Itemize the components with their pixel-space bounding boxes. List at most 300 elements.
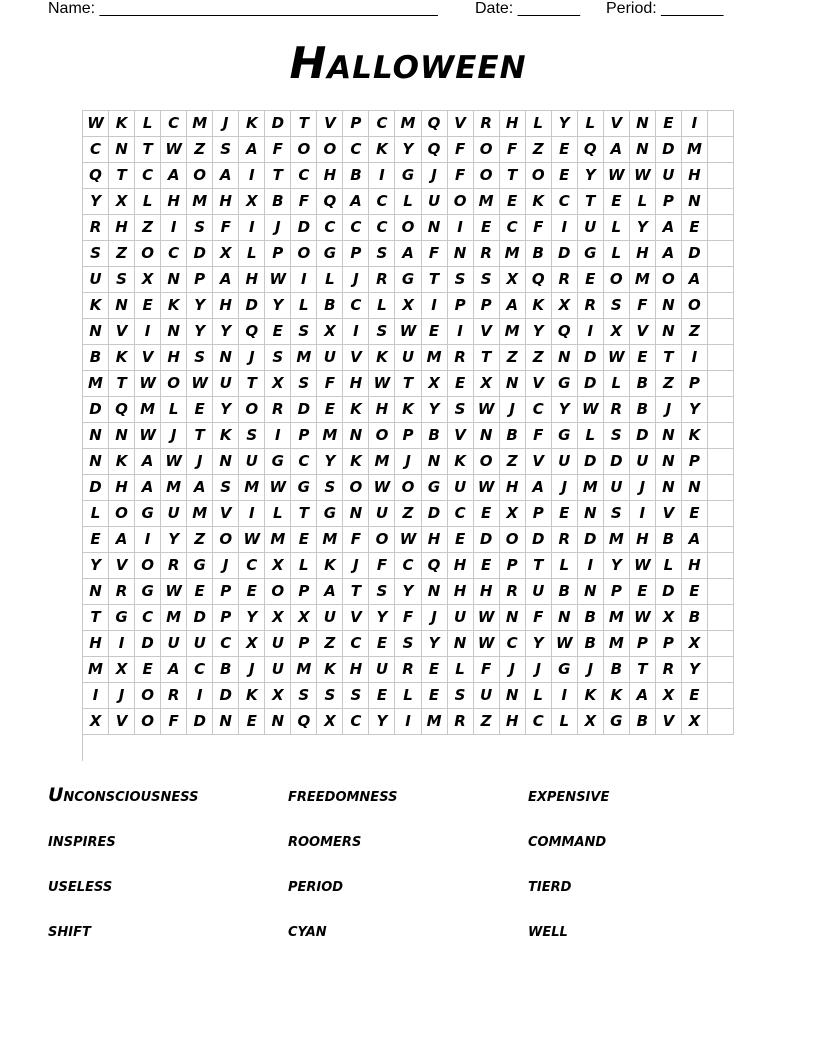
grid-cell[interactable]: R: [161, 683, 187, 709]
grid-cell[interactable]: N: [682, 475, 708, 501]
grid-cell[interactable]: Q: [109, 397, 135, 423]
name-field-label[interactable]: Name: ______________________________________: [48, 0, 438, 17]
grid-cell[interactable]: D: [239, 293, 265, 319]
grid-cell[interactable]: K: [526, 293, 552, 319]
grid-cell[interactable]: H: [474, 579, 500, 605]
grid-cell[interactable]: H: [500, 475, 526, 501]
grid-cell[interactable]: J: [343, 267, 369, 293]
grid-cell[interactable]: S: [343, 683, 369, 709]
grid-cell[interactable]: M: [500, 319, 526, 345]
grid-cell[interactable]: G: [135, 579, 161, 605]
grid-cell[interactable]: Q: [422, 137, 448, 163]
grid-cell[interactable]: E: [682, 579, 708, 605]
grid-cell[interactable]: Y: [395, 579, 421, 605]
grid-cell[interactable]: W: [369, 371, 395, 397]
grid-cell[interactable]: F: [500, 137, 526, 163]
grid-cell[interactable]: M: [422, 709, 448, 735]
grid-cell[interactable]: E: [474, 553, 500, 579]
grid-cell[interactable]: P: [343, 111, 369, 137]
grid-cell[interactable]: D: [291, 397, 317, 423]
grid-cell[interactable]: V: [135, 345, 161, 371]
grid-cell[interactable]: P: [187, 267, 213, 293]
grid-cell[interactable]: E: [369, 683, 395, 709]
grid-cell[interactable]: W: [474, 397, 500, 423]
grid-cell[interactable]: O: [291, 241, 317, 267]
grid-cell[interactable]: D: [265, 111, 291, 137]
grid-cell[interactable]: E: [369, 631, 395, 657]
grid-cell[interactable]: R: [500, 579, 526, 605]
grid-cell[interactable]: K: [369, 345, 395, 371]
grid-cell[interactable]: X: [656, 683, 682, 709]
grid-cell[interactable]: Y: [317, 449, 343, 475]
grid-cell[interactable]: G: [291, 475, 317, 501]
grid-cell[interactable]: X: [317, 709, 343, 735]
grid-cell[interactable]: Y: [239, 605, 265, 631]
grid-cell[interactable]: [708, 293, 734, 319]
grid-cell[interactable]: T: [135, 137, 161, 163]
grid-cell[interactable]: Y: [552, 397, 578, 423]
grid-cell[interactable]: C: [291, 449, 317, 475]
grid-cell[interactable]: R: [265, 397, 291, 423]
grid-cell[interactable]: E: [422, 657, 448, 683]
grid-cell[interactable]: G: [552, 423, 578, 449]
grid-cell[interactable]: C: [317, 215, 343, 241]
grid-cell[interactable]: F: [343, 527, 369, 553]
grid-cell[interactable]: V: [526, 449, 552, 475]
grid-cell[interactable]: E: [630, 579, 656, 605]
grid-cell[interactable]: M: [291, 345, 317, 371]
grid-cell[interactable]: B: [500, 423, 526, 449]
grid-cell[interactable]: O: [135, 709, 161, 735]
grid-cell[interactable]: V: [317, 111, 343, 137]
grid-cell[interactable]: J: [656, 397, 682, 423]
grid-cell[interactable]: I: [135, 527, 161, 553]
grid-cell[interactable]: C: [187, 657, 213, 683]
grid-cell[interactable]: A: [395, 241, 421, 267]
grid-cell[interactable]: T: [291, 501, 317, 527]
grid-cell[interactable]: A: [109, 527, 135, 553]
grid-cell[interactable]: Q: [83, 163, 109, 189]
grid-cell[interactable]: A: [630, 683, 656, 709]
grid-cell[interactable]: F: [317, 371, 343, 397]
grid-cell[interactable]: N: [422, 579, 448, 605]
grid-cell[interactable]: Q: [317, 189, 343, 215]
grid-cell[interactable]: C: [161, 241, 187, 267]
grid-cell[interactable]: Y: [578, 163, 604, 189]
grid-cell[interactable]: W: [630, 553, 656, 579]
grid-cell[interactable]: I: [161, 215, 187, 241]
grid-cell[interactable]: J: [422, 163, 448, 189]
grid-cell[interactable]: H: [239, 267, 265, 293]
grid-cell[interactable]: U: [474, 683, 500, 709]
grid-cell[interactable]: L: [161, 397, 187, 423]
grid-cell[interactable]: Z: [526, 137, 552, 163]
grid-cell[interactable]: E: [317, 397, 343, 423]
grid-cell[interactable]: S: [317, 475, 343, 501]
grid-cell[interactable]: I: [552, 683, 578, 709]
grid-cell[interactable]: P: [682, 371, 708, 397]
grid-cell[interactable]: C: [213, 631, 239, 657]
grid-cell[interactable]: M: [604, 631, 630, 657]
grid-cell[interactable]: T: [83, 605, 109, 631]
grid-cell[interactable]: E: [682, 215, 708, 241]
grid-cell[interactable]: R: [474, 241, 500, 267]
grid-cell[interactable]: V: [448, 111, 474, 137]
grid-cell[interactable]: K: [395, 397, 421, 423]
grid-cell[interactable]: M: [395, 111, 421, 137]
grid-cell[interactable]: G: [187, 553, 213, 579]
grid-cell[interactable]: X: [239, 189, 265, 215]
grid-cell[interactable]: [708, 423, 734, 449]
grid-cell[interactable]: W: [474, 605, 500, 631]
grid-cell[interactable]: E: [630, 345, 656, 371]
grid-cell[interactable]: T: [265, 163, 291, 189]
grid-cell[interactable]: F: [526, 423, 552, 449]
grid-cell[interactable]: L: [604, 371, 630, 397]
grid-cell[interactable]: L: [291, 553, 317, 579]
grid-cell[interactable]: S: [448, 397, 474, 423]
grid-cell[interactable]: R: [656, 657, 682, 683]
grid-cell[interactable]: X: [83, 709, 109, 735]
grid-cell[interactable]: I: [265, 423, 291, 449]
grid-cell[interactable]: M: [239, 475, 265, 501]
grid-cell[interactable]: Z: [395, 501, 421, 527]
grid-cell[interactable]: P: [213, 605, 239, 631]
grid-cell[interactable]: R: [448, 709, 474, 735]
grid-cell[interactable]: Q: [526, 267, 552, 293]
grid-cell[interactable]: R: [474, 111, 500, 137]
grid-cell[interactable]: J: [187, 449, 213, 475]
grid-cell[interactable]: V: [630, 319, 656, 345]
grid-cell[interactable]: A: [161, 657, 187, 683]
grid-cell[interactable]: U: [265, 657, 291, 683]
grid-cell[interactable]: O: [135, 683, 161, 709]
grid-cell[interactable]: T: [395, 371, 421, 397]
grid-cell[interactable]: P: [656, 631, 682, 657]
grid-cell[interactable]: K: [109, 449, 135, 475]
grid-cell[interactable]: F: [395, 605, 421, 631]
grid-cell[interactable]: X: [474, 371, 500, 397]
grid-cell[interactable]: W: [604, 345, 630, 371]
grid-cell[interactable]: K: [83, 293, 109, 319]
grid-cell[interactable]: N: [109, 293, 135, 319]
grid-cell[interactable]: F: [448, 163, 474, 189]
grid-cell[interactable]: D: [213, 683, 239, 709]
grid-cell[interactable]: W: [265, 475, 291, 501]
grid-cell[interactable]: I: [578, 553, 604, 579]
grid-cell[interactable]: I: [239, 501, 265, 527]
grid-cell[interactable]: B: [422, 423, 448, 449]
grid-cell[interactable]: Z: [474, 709, 500, 735]
grid-cell[interactable]: G: [552, 371, 578, 397]
grid-cell[interactable]: X: [135, 267, 161, 293]
grid-cell[interactable]: S: [291, 683, 317, 709]
grid-cell[interactable]: U: [630, 449, 656, 475]
grid-cell[interactable]: E: [448, 371, 474, 397]
grid-cell[interactable]: [708, 345, 734, 371]
grid-cell[interactable]: S: [187, 345, 213, 371]
grid-cell[interactable]: E: [187, 397, 213, 423]
grid-cell[interactable]: X: [265, 371, 291, 397]
grid-cell[interactable]: H: [109, 215, 135, 241]
grid-cell[interactable]: I: [239, 215, 265, 241]
grid-cell[interactable]: W: [187, 371, 213, 397]
grid-cell[interactable]: N: [448, 241, 474, 267]
grid-cell[interactable]: C: [135, 163, 161, 189]
grid-cell[interactable]: D: [578, 527, 604, 553]
grid-cell[interactable]: N: [83, 423, 109, 449]
grid-cell[interactable]: S: [448, 267, 474, 293]
grid-cell[interactable]: U: [578, 215, 604, 241]
grid-cell[interactable]: U: [265, 631, 291, 657]
grid-cell[interactable]: B: [656, 527, 682, 553]
grid-cell[interactable]: U: [422, 189, 448, 215]
grid-cell[interactable]: H: [682, 163, 708, 189]
grid-cell[interactable]: W: [552, 631, 578, 657]
grid-cell[interactable]: Y: [187, 319, 213, 345]
grid-cell[interactable]: N: [109, 423, 135, 449]
grid-cell[interactable]: L: [630, 189, 656, 215]
grid-cell[interactable]: J: [213, 111, 239, 137]
grid-cell[interactable]: E: [239, 579, 265, 605]
grid-cell[interactable]: P: [448, 293, 474, 319]
grid-cell[interactable]: T: [526, 553, 552, 579]
grid-cell[interactable]: Z: [526, 345, 552, 371]
grid-cell[interactable]: P: [291, 631, 317, 657]
grid-cell[interactable]: M: [161, 475, 187, 501]
grid-cell[interactable]: L: [265, 501, 291, 527]
grid-cell[interactable]: E: [448, 527, 474, 553]
grid-cell[interactable]: U: [239, 449, 265, 475]
grid-cell[interactable]: Z: [187, 527, 213, 553]
grid-cell[interactable]: H: [630, 527, 656, 553]
grid-cell[interactable]: Z: [500, 449, 526, 475]
grid-cell[interactable]: C: [239, 553, 265, 579]
grid-cell[interactable]: C: [343, 709, 369, 735]
grid-cell[interactable]: Z: [187, 137, 213, 163]
grid-cell[interactable]: Q: [552, 319, 578, 345]
grid-cell[interactable]: A: [343, 189, 369, 215]
grid-cell[interactable]: L: [135, 189, 161, 215]
grid-cell[interactable]: R: [552, 267, 578, 293]
grid-cell[interactable]: J: [395, 449, 421, 475]
grid-cell[interactable]: E: [422, 319, 448, 345]
grid-cell[interactable]: V: [343, 345, 369, 371]
grid-cell[interactable]: W: [630, 163, 656, 189]
grid-cell[interactable]: Y: [83, 189, 109, 215]
grid-cell[interactable]: Z: [317, 631, 343, 657]
grid-cell[interactable]: P: [526, 501, 552, 527]
grid-cell[interactable]: O: [187, 163, 213, 189]
grid-cell[interactable]: J: [630, 475, 656, 501]
grid-cell[interactable]: Y: [604, 553, 630, 579]
grid-cell[interactable]: N: [656, 449, 682, 475]
grid-cell[interactable]: O: [213, 527, 239, 553]
grid-cell[interactable]: B: [265, 189, 291, 215]
grid-cell[interactable]: L: [317, 267, 343, 293]
grid-cell[interactable]: P: [656, 189, 682, 215]
grid-cell[interactable]: C: [526, 709, 552, 735]
period-field-label[interactable]: Period: _______: [606, 0, 724, 17]
grid-cell[interactable]: I: [395, 709, 421, 735]
grid-cell[interactable]: [708, 501, 734, 527]
grid-cell[interactable]: O: [682, 293, 708, 319]
grid-cell[interactable]: I: [135, 319, 161, 345]
grid-cell[interactable]: J: [500, 657, 526, 683]
grid-cell[interactable]: C: [343, 631, 369, 657]
grid-cell[interactable]: G: [109, 605, 135, 631]
grid-cell[interactable]: H: [343, 657, 369, 683]
grid-cell[interactable]: S: [213, 475, 239, 501]
grid-cell[interactable]: A: [656, 215, 682, 241]
grid-cell[interactable]: L: [578, 111, 604, 137]
grid-cell[interactable]: N: [656, 423, 682, 449]
grid-cell[interactable]: J: [213, 553, 239, 579]
grid-cell[interactable]: R: [109, 579, 135, 605]
grid-cell[interactable]: E: [500, 189, 526, 215]
grid-cell[interactable]: R: [578, 293, 604, 319]
grid-cell[interactable]: J: [239, 657, 265, 683]
grid-cell[interactable]: X: [109, 657, 135, 683]
grid-cell[interactable]: T: [656, 345, 682, 371]
grid-cell[interactable]: Y: [526, 631, 552, 657]
grid-cell[interactable]: M: [83, 371, 109, 397]
grid-cell[interactable]: I: [448, 319, 474, 345]
grid-cell[interactable]: N: [422, 449, 448, 475]
grid-cell[interactable]: C: [343, 215, 369, 241]
grid-cell[interactable]: E: [474, 501, 500, 527]
grid-cell[interactable]: F: [291, 189, 317, 215]
grid-cell[interactable]: P: [682, 449, 708, 475]
grid-cell[interactable]: Y: [552, 111, 578, 137]
grid-cell[interactable]: G: [265, 449, 291, 475]
grid-cell[interactable]: C: [291, 163, 317, 189]
grid-cell[interactable]: K: [448, 449, 474, 475]
grid-cell[interactable]: S: [239, 423, 265, 449]
grid-cell[interactable]: G: [317, 501, 343, 527]
grid-cell[interactable]: Y: [187, 293, 213, 319]
grid-cell[interactable]: [708, 397, 734, 423]
grid-cell[interactable]: U: [604, 475, 630, 501]
grid-cell[interactable]: N: [83, 449, 109, 475]
grid-cell[interactable]: [708, 527, 734, 553]
grid-cell[interactable]: N: [578, 501, 604, 527]
grid-cell[interactable]: I: [83, 683, 109, 709]
grid-cell[interactable]: T: [630, 657, 656, 683]
grid-cell[interactable]: [708, 267, 734, 293]
grid-cell[interactable]: F: [422, 241, 448, 267]
grid-cell[interactable]: B: [317, 293, 343, 319]
grid-cell[interactable]: G: [135, 501, 161, 527]
grid-cell[interactable]: F: [161, 709, 187, 735]
grid-cell[interactable]: R: [604, 397, 630, 423]
grid-cell[interactable]: A: [187, 475, 213, 501]
grid-cell[interactable]: F: [474, 657, 500, 683]
grid-cell[interactable]: [708, 319, 734, 345]
grid-cell[interactable]: O: [369, 423, 395, 449]
grid-cell[interactable]: T: [474, 345, 500, 371]
grid-cell[interactable]: S: [317, 683, 343, 709]
grid-cell[interactable]: K: [239, 111, 265, 137]
grid-cell[interactable]: D: [187, 605, 213, 631]
grid-cell[interactable]: C: [343, 293, 369, 319]
grid-cell[interactable]: R: [83, 215, 109, 241]
grid-cell[interactable]: C: [161, 111, 187, 137]
grid-cell[interactable]: U: [526, 579, 552, 605]
grid-cell[interactable]: P: [291, 423, 317, 449]
grid-cell[interactable]: G: [317, 241, 343, 267]
grid-cell[interactable]: M: [422, 345, 448, 371]
grid-cell[interactable]: S: [109, 267, 135, 293]
grid-cell[interactable]: W: [83, 111, 109, 137]
grid-cell[interactable]: S: [604, 501, 630, 527]
grid-cell[interactable]: D: [526, 527, 552, 553]
grid-cell[interactable]: D: [630, 423, 656, 449]
grid-cell[interactable]: A: [317, 579, 343, 605]
grid-cell[interactable]: B: [604, 657, 630, 683]
grid-cell[interactable]: J: [552, 475, 578, 501]
grid-cell[interactable]: N: [656, 319, 682, 345]
grid-cell[interactable]: L: [291, 293, 317, 319]
grid-cell[interactable]: Y: [213, 319, 239, 345]
grid-cell[interactable]: [708, 163, 734, 189]
grid-cell[interactable]: K: [213, 423, 239, 449]
grid-cell[interactable]: [708, 631, 734, 657]
grid-cell[interactable]: E: [239, 709, 265, 735]
grid-cell[interactable]: T: [578, 189, 604, 215]
grid-cell[interactable]: G: [604, 709, 630, 735]
grid-cell[interactable]: O: [395, 215, 421, 241]
grid-cell[interactable]: U: [83, 267, 109, 293]
grid-cell[interactable]: E: [604, 189, 630, 215]
grid-cell[interactable]: I: [187, 683, 213, 709]
grid-cell[interactable]: P: [395, 423, 421, 449]
grid-cell[interactable]: Y: [422, 631, 448, 657]
date-field-label[interactable]: Date: _______: [475, 0, 580, 17]
grid-cell[interactable]: M: [630, 267, 656, 293]
grid-cell[interactable]: M: [83, 657, 109, 683]
grid-cell[interactable]: Q: [291, 709, 317, 735]
grid-cell[interactable]: M: [369, 449, 395, 475]
grid-cell[interactable]: F: [448, 137, 474, 163]
grid-cell[interactable]: C: [552, 189, 578, 215]
grid-cell[interactable]: M: [265, 527, 291, 553]
grid-cell[interactable]: T: [239, 371, 265, 397]
grid-cell[interactable]: X: [265, 683, 291, 709]
grid-cell[interactable]: B: [213, 657, 239, 683]
grid-cell[interactable]: V: [109, 319, 135, 345]
grid-cell[interactable]: X: [265, 605, 291, 631]
grid-cell[interactable]: H: [213, 189, 239, 215]
grid-cell[interactable]: J: [343, 553, 369, 579]
grid-cell[interactable]: T: [109, 163, 135, 189]
grid-cell[interactable]: G: [578, 241, 604, 267]
grid-cell[interactable]: [708, 605, 734, 631]
grid-cell[interactable]: M: [161, 605, 187, 631]
grid-cell[interactable]: [708, 579, 734, 605]
grid-cell[interactable]: H: [83, 631, 109, 657]
grid-cell[interactable]: [708, 371, 734, 397]
grid-cell[interactable]: W: [239, 527, 265, 553]
grid-cell[interactable]: X: [500, 501, 526, 527]
grid-cell[interactable]: E: [682, 683, 708, 709]
grid-cell[interactable]: Y: [369, 709, 395, 735]
grid-cell[interactable]: [708, 189, 734, 215]
grid-cell[interactable]: K: [239, 683, 265, 709]
grid-cell[interactable]: N: [265, 709, 291, 735]
grid-cell[interactable]: X: [682, 709, 708, 735]
grid-cell[interactable]: N: [343, 423, 369, 449]
